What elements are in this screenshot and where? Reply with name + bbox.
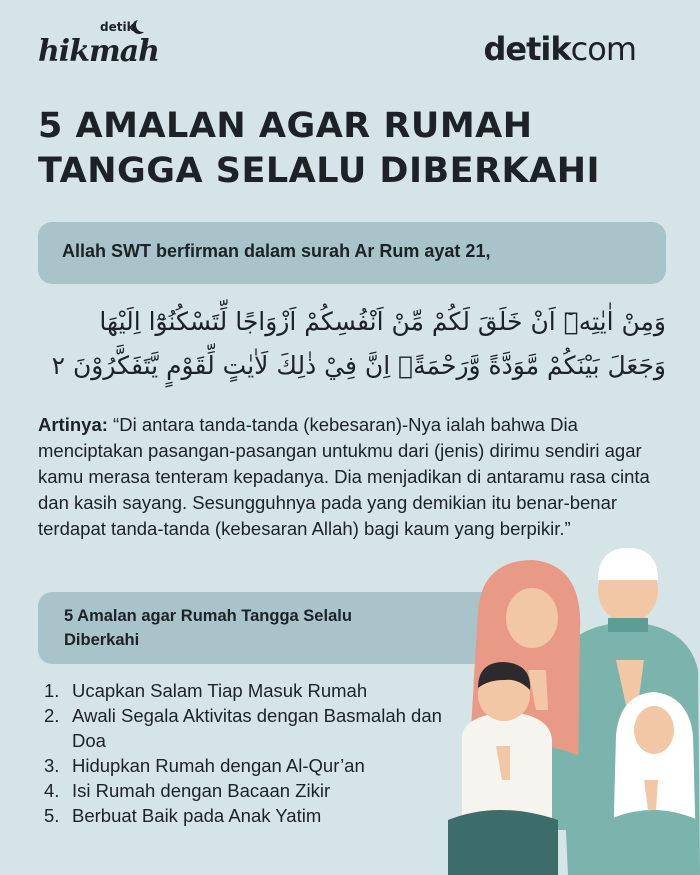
item-number: 1. [44,680,60,701]
arabic-verse: وَمِنْ اٰيٰتِهٖٓ اَنْ خَلَقَ لَكُمْ مِّنْ اَنْفُسِكُمْ اَزْوَاجًا لِّتَسْكُنُوْٓا اِلَيْهَا وَجَعَلَ بَيْنَكُمْ مَّوَدَّةً وَّرَحْمَةًۗ اِنَّ فِيْ ذٰلِكَ لَاٰيٰتٍ لِّقَوْمٍ يَّتَفَكَّرُوْنَ ٢ [51,307,666,380]
praying-family-illustration [448,530,700,875]
girl-figure [608,692,698,875]
logo-small-text: detik [100,20,135,34]
translation-text: “Di antara tanda-tanda (kebesaran)-Nya ialah bahwa Dia menciptakan pasangan-pasangan untukmu dari (jenis) dirimu sendiri agar kamu merasa tenteram kepadanya. Dia menjadikan di antaramu rasa cinta dan kasih sayang. Sesungguhnya pada yang demikian itu benar-benar terdapat tanda-tanda (kebesaran Allah) bagi kaum yang berpikir.” [38,414,650,539]
list-heading: 5 Amalan agar Rumah Tangga Selalu Diberkahi [64,607,352,649]
detikcom-logo [484,30,637,68]
amalan-list [38,678,468,828]
page-title: 5 AMALAN AGAR RUMAH TANGGA SELALU DIBERKAHI [38,106,601,191]
logo-big-text: hikmah [38,34,159,69]
item-text: Awali Segala Aktivitas dengan Basmalah dan Doa [72,705,442,751]
detik-hikmah-logo [38,18,188,70]
list-item [38,678,468,703]
list-item [38,778,468,803]
item-text: Berbuat Baik pada Anak Yatim [72,805,322,826]
item-number: 2. [44,705,60,726]
list-item [38,803,468,828]
item-text: Ucapkan Salam Tiap Masuk Rumah [72,680,368,701]
list-item [38,753,468,778]
translation-paragraph [38,412,674,542]
detikcom-logo-light: com [570,30,636,68]
crescent-moon-icon [136,18,150,32]
list-item [38,703,468,753]
translation-label: Artinya: [38,414,108,435]
item-text: Hidupkan Rumah dengan Al-Qur’an [72,755,365,776]
intro-text: Allah SWT berfirman dalam surah Ar Rum ayat 21, [62,241,491,261]
item-number: 4. [44,780,60,801]
item-number: 3. [44,755,60,776]
detikcom-logo-bold: detik [483,30,571,68]
item-number: 5. [44,805,60,826]
intro-banner [38,222,666,284]
item-text: Isi Rumah dengan Bacaan Zikir [72,780,331,801]
